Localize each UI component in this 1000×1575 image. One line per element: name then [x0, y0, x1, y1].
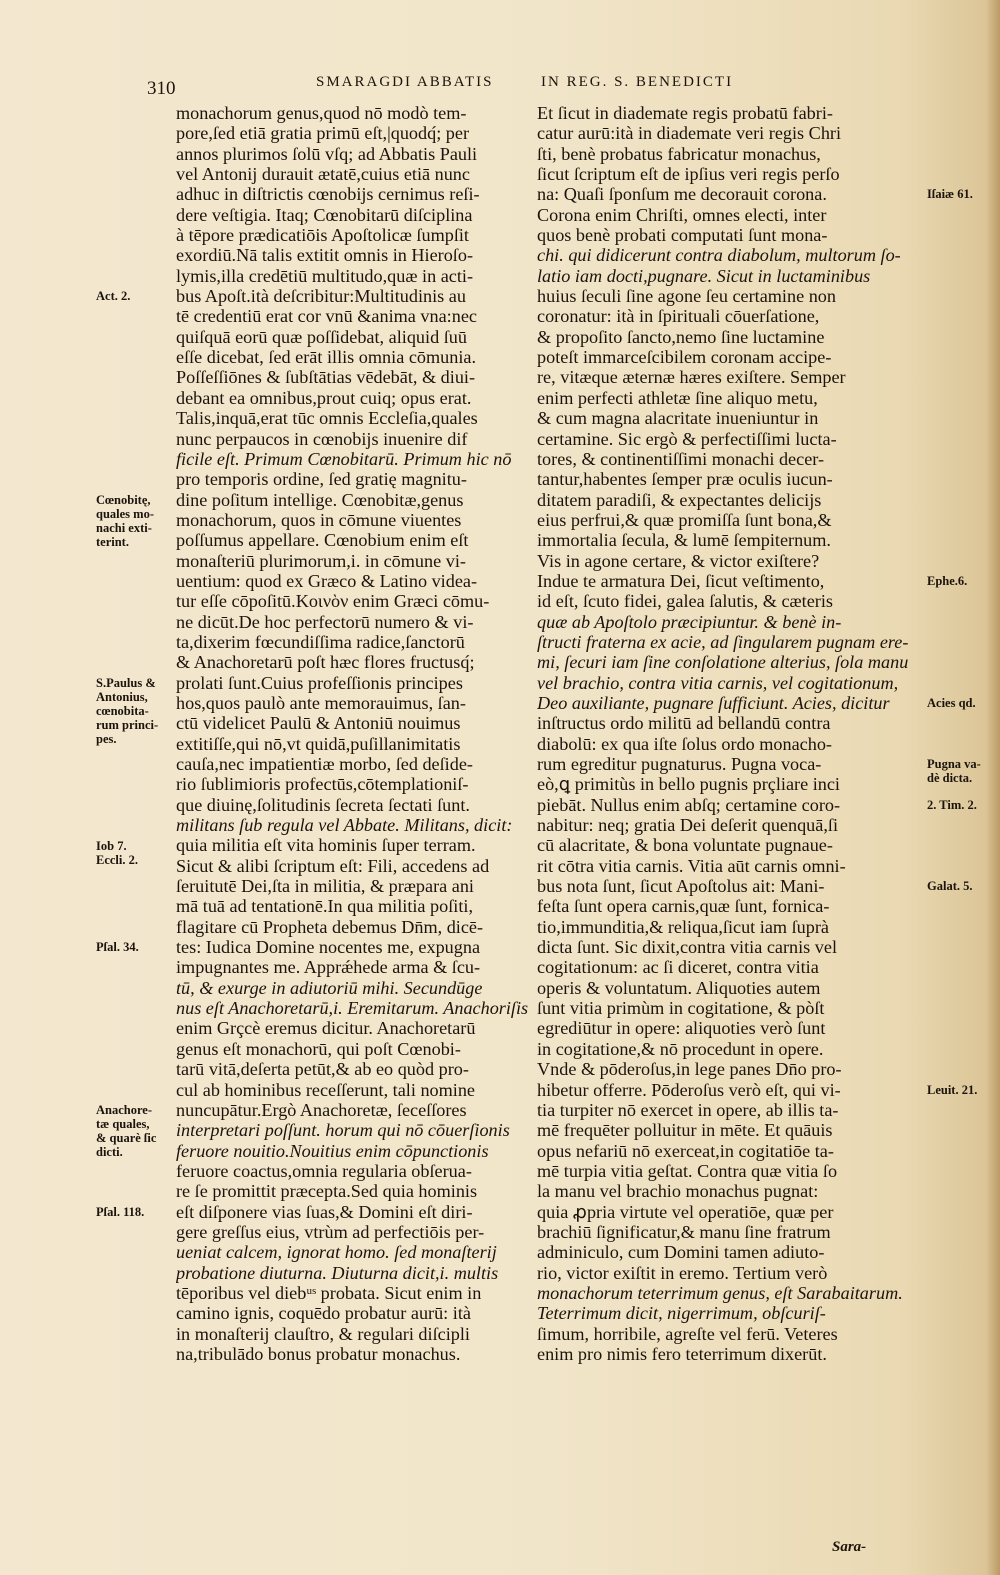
margin-note: Act. 2. [96, 289, 131, 304]
text-line: annos plurimos ſolū vſq; ad Abbatis Pauli [176, 143, 478, 164]
text-line: operis & voluntatum. Aliquoties autem [537, 977, 821, 998]
text-line: catur aurū:ità in diademate veri regis Chri [537, 123, 842, 144]
text-line: probatione diuturna. Diuturna dicit,i. multis [176, 1262, 499, 1283]
margin-note: 2. Tim. 2. [927, 797, 977, 812]
text-line: mi, ſecuri iam ſine conſolatione alterius, ſola manu [537, 652, 909, 673]
text-line: chi. qui didicerunt contra diabolum, multorum ſo- [537, 245, 901, 266]
page-number: 310 [147, 78, 176, 99]
text-line: rit cōtra vitia carnis. Vitia aūt carnis omni- [537, 855, 846, 876]
text-line: coronatur: ità in ſpirituali cōuerſatione, [537, 306, 820, 327]
margin-note: Pſal. 34. [96, 940, 139, 955]
text-line: enim Grçcè eremus dicitur. Anachoretarū [176, 1018, 476, 1039]
text-line: ſicut ſcriptum eſt de ipſius veri regis perſo [537, 164, 840, 185]
text-line: camino ignis, coquēdo probatur aurū: ità [176, 1303, 471, 1324]
text-line: hibetur offerre. Pōderoſus verò eſt, qui vi- [537, 1079, 841, 1100]
text-line: quos benè probati computati ſunt mona- [537, 225, 828, 246]
text-line: ditatem paradiſi, & expectantes delicijs [537, 489, 822, 510]
left-text-column [176, 103, 530, 1364]
text-line: & cum magna alacritate inueniuntur in [537, 408, 819, 429]
text-line: tio,immunditia,& reliqua,ſicut iam ſuprà [537, 916, 829, 937]
text-line: tū, & exurge in adiutoriū mihi. Secundūge [176, 977, 483, 998]
text-line: mē frequēter polluitur in mēte. Et quāuis [537, 1120, 833, 1141]
text-line: Deo auxiliante, pugnare ſufficiunt. Acies, dicitur [537, 692, 890, 713]
text-line: inſtructus ordo militū ad bellandū contra [537, 713, 831, 734]
text-line: bus nota ſunt, ſicut Apoſtolus ait: Mani- [537, 876, 825, 897]
text-line: Et ſicut in diademate regis probatū fabri- [537, 103, 833, 123]
text-line: ta,dixerim fœcundiſſima radice,ſanctorū [176, 631, 465, 652]
margin-note: Pſal. 118. [96, 1204, 145, 1219]
text-line: Indue te armatura Dei, ſicut veſtimento, [537, 570, 825, 591]
text-line: Teterrimum dicit, nigerrimum, obſcuriſ- [537, 1303, 826, 1324]
text-line: militans ſub regula vel Abbate. Militans, dicit: [176, 815, 513, 836]
text-line: nabitur: neq; gratia Dei deſerit quenquā,ſi [537, 815, 838, 836]
text-line: & Anachoretarū poſt hæc flores fructusq́; [176, 652, 475, 673]
text-line: monachorum, quos in cōmune viuentes [176, 509, 462, 530]
text-line: ficile eſt. Primum Cœnobitarū. Primum hic nō [176, 448, 512, 469]
text-line: ſunt vitia primùm in cogitatione, & pòſt [537, 998, 825, 1019]
text-line: debant ea omnibus,prout cuiq; opus erat. [176, 387, 472, 408]
text-line: rio, victor exiſtit in eremo. Tertium verò [537, 1262, 828, 1283]
text-line: flagitare cū Propheta debemus Dn̄m, dicē- [176, 916, 484, 937]
text-line: extitiſſe,qui nō,vt quidā,puſillanimitatis [176, 733, 461, 754]
running-head-right: IN REG. S. BENEDICTI [541, 74, 734, 90]
text-line: cogitationum: ac ſi diceret, contra vitia [537, 957, 819, 978]
text-line: Poſſeſſiōnes & ſubſtātias vēdebāt, & diui- [176, 367, 476, 388]
text-line: Talis,inquā,erat tūc omnis Eccleſia,quales [176, 408, 478, 429]
text-line: bus Apoſt.ità deſcribitur:Multitudinis au [176, 286, 466, 307]
text-line: mē turpia vitia geſtat. Contra quæ vitia ſo [537, 1160, 838, 1181]
text-line: tantur,habentes ſemper præ oculis iucun- [537, 469, 833, 490]
text-line: piebāt. Nullus enim abſq; certamine coro- [537, 794, 841, 815]
text-line: rum egreditur pugnaturus. Pugna voca- [537, 754, 822, 774]
text-line: monaſteriū plurimorum,i. in cōmune vi- [176, 550, 466, 571]
text-line: feruore coactus,omnia regularia obſerua- [176, 1160, 472, 1181]
text-line: dine poſitum intellige. Cœnobitæ,genus [176, 489, 464, 510]
text-line: enim perfecti athletæ ſine aliquo metu, [537, 387, 818, 408]
text-line: lymis,illa credētiū multitudo,quæ in acti- [176, 265, 474, 286]
text-line: interpretari poſſunt. horum qui nō cōuerſionis [176, 1120, 510, 1141]
text-line: que diuinę,ſolitudinis ſecreta ſectati ſunt. [176, 794, 470, 815]
text-line: tur eſſe cōpoſitū.Κοινὸν enim Græci cōmu- [176, 591, 490, 612]
text-line: poſſumus appellare. Cœnobium enim eſt [176, 530, 469, 551]
text-line: pro temporis ordine, ſed gratię magnitu- [176, 469, 467, 490]
text-line: impugnantes me. Apprǽhede arma & ſcu- [176, 957, 481, 978]
text-line: enim pro nimis fero teterrimum dixerūt. [537, 1343, 827, 1364]
text-line: immortalia ſecula, & lumē ſempiternum. [537, 530, 831, 551]
text-line: ueniat calcem, ignorat homo. ſed monaſterij [176, 1242, 497, 1263]
text-line: eius perfrui,& quæ promiſſa ſunt bona,& [537, 509, 832, 530]
text-line: prolati ſunt.Cuius profeſſionis principes [176, 672, 463, 693]
text-line: vel Antonij durauit ætatē,cuius etiā nunc [176, 164, 470, 185]
text-line: Vis in agone certare, & victor exiſtere? [537, 550, 820, 571]
margin-note: Pugna va- dè dicta. [927, 757, 981, 786]
text-line: dicta ſunt. Sic dixit,contra vitia carnis vel [537, 937, 838, 958]
text-line: quæ ab Apoſtolo præcipiuntur. & benè in- [537, 611, 842, 632]
text-line: ne dicūt.De hoc perfectorū numero & vi- [176, 611, 474, 632]
catchword: Sara- [832, 1539, 867, 1555]
text-line: mā tuā ad tentationē.In qua militia poſiti, [176, 896, 473, 917]
text-line: brachiū ſignificatur,& manu ſine fratrum [537, 1221, 831, 1242]
text-line: opus nefariū nō exerceat,in cogitatiōe ta- [537, 1140, 834, 1161]
text-line: eſt diſponere vias ſuas,& Domini eſt diri- [176, 1201, 473, 1222]
text-line: nunc perpaucos in cœnobijs inuenire dif [176, 428, 468, 449]
text-line: ſimum, horribile, agreſte vel ferū. Veteres [537, 1323, 838, 1344]
text-line: ſti, benè probatus fabricatur monachus, [537, 143, 821, 164]
margin-note: Anachore- tæ quales, & quarè ſic dicti. [96, 1103, 157, 1160]
text-line: cauſa,nec impatientiæ morbo, ſed deſide- [176, 754, 473, 774]
text-line: cū alacritate, & bona voluntate pugnaue- [537, 835, 833, 856]
text-line: certamine. Sic ergò & perfectiſſimi lucta- [537, 428, 837, 449]
margin-note: Ephe.6. [927, 574, 968, 589]
text-line: diabolū: ex qua iſte ſolus ordo monacho- [537, 733, 832, 754]
text-line: tes: Iudica Domine nocentes me, expugna [176, 937, 481, 958]
text-line: na,tribulādo bonus probatur monachus. [176, 1343, 461, 1364]
text-line: adminiculo, cum Domini tamen adiuto- [537, 1242, 825, 1263]
text-line: tores, & continentiſſimi monachi decer- [537, 448, 825, 469]
text-line: genus eſt monachorū, qui poſt Cœnobi- [176, 1038, 461, 1059]
text-line: rio ſublimioris profectūs,cōtemplationiſ- [176, 774, 469, 795]
text-line: re ſe promittit præcepta.Sed quia hominis [176, 1181, 478, 1202]
margin-note: Cœnobitę, quales mo- nachi exti- terint. [96, 492, 154, 549]
text-line: Corona enim Chriſti, omnes electi, inter [537, 204, 827, 225]
margin-note: Acies qd. [927, 696, 976, 711]
text-line: dere veſtigia. Itaq; Cœnobitarū diſciplina [176, 204, 473, 225]
margin-note: Leuit. 21. [927, 1082, 978, 1097]
text-line: tia turpiter nō exercet in opere, ab illis ta- [537, 1099, 839, 1120]
right-text-column [537, 103, 930, 1364]
text-line: la manu vel brachio monachus pugnat: [537, 1181, 819, 1202]
text-line: feſta ſunt opera carnis,quæ ſunt, fornica- [537, 896, 830, 917]
text-line: quiſquā eorū quæ poſſidebat, aliquid ſuū [176, 326, 467, 347]
text-line: tē credentiū erat cor vnū &anima vna:nec [176, 306, 477, 327]
text-line: hos,quos paulò ante memorauimus, ſan- [176, 692, 466, 713]
text-line: quia ꝓpria virtute vel operatiōe, quæ per [537, 1201, 834, 1222]
text-line: na: Quaſi ſponſum me decorauit corona. [537, 184, 827, 205]
text-line: & propoſito ſancto,nemo ſine luctamine [537, 326, 825, 347]
text-line: uentium: quod ex Græco & Latino videa- [176, 570, 478, 591]
text-line: adhuc in diſtrictis cœnobijs cernimus reſi- [176, 184, 480, 205]
margin-note: Iob 7. Eccli. 2. [96, 838, 139, 867]
text-line: ctū videlicet Paulū & Antoniū nouimus [176, 713, 461, 734]
margin-note: Iſaiæ 61. [927, 187, 973, 202]
text-line: cul ab hominibus receſſerunt, tali nomine [176, 1079, 476, 1100]
page-edge-shadow [986, 0, 1000, 1575]
text-line: re, vitæque æternæ hæres exiſtere. Semper [537, 367, 846, 388]
text-line: eò,ꝗ primitùs in bello pugnis prçliare inci [537, 774, 840, 795]
text-line: nus eſt Anachoretarū,i. Eremitarum. Anachoriſis [176, 998, 529, 1019]
text-line: exordiū.Nā talis extitit omnis in Hieroſo- [176, 245, 474, 266]
text-line: gere greſſus eius, vtrùm ad perfectiōis per- [176, 1221, 485, 1242]
text-line: in monaſterij clauſtro, & regulari diſcipli [176, 1323, 470, 1344]
text-line: ſeruitutē Dei,ſta in militia, & præpara ani [176, 876, 474, 897]
text-line: monachorum genus,quod nō modò tem- [176, 103, 467, 123]
text-line: à tēpore prædicatiōis Apoſtolicæ ſumpſit [176, 225, 469, 246]
text-line: monachorum teterrimum genus, eſt Sarabaitarum. [537, 1282, 903, 1303]
text-line: feruore nouitio.Nouitius enim cōpunctionis [176, 1140, 489, 1161]
text-line: huius ſeculi ſine agone ſeu certamine non [537, 286, 836, 307]
margin-note: S.Paulus & Antonius, cœnobita- rum princi- pes. [96, 675, 159, 746]
text-line: vel brachio, contra vitia carnis, vel cogitationum, [537, 672, 899, 693]
text-line: Vnde & pōderoſus,in lege panes Dn̄o pro- [537, 1059, 842, 1080]
text-line: egrediūtur in opere: aliquoties verò ſunt [537, 1018, 826, 1039]
text-line: tarū vitā,deſerta petūt,& ab eo quòd pro- [176, 1059, 469, 1080]
text-line: nuncupātur.Ergò Anachoretæ, ſeceſſores [176, 1099, 467, 1120]
running-head-left: SMARAGDI ABBATIS [316, 74, 494, 90]
text-line: in cogitatione,& nō procedunt in opere. [537, 1038, 824, 1059]
margin-note: Galat. 5. [927, 879, 973, 894]
text-line: eſſe dicebat, ſed erāt illis omnia cōmunia. [176, 347, 476, 368]
text-line: tēporibus vel diebᵘˢ probata. Sicut enim in [176, 1282, 482, 1303]
text-line: pore,ſed etiā gratia primū eſt,|quodq́; per [176, 123, 470, 144]
text-line: quia militia eſt vita hominis ſuper terram. [176, 835, 476, 856]
text-line: Sicut & alibi ſcriptum eſt: Fili, accedens ad [176, 855, 490, 876]
text-line: id eſt, ſcuto fidei, galea ſalutis, & cæteris [537, 591, 833, 612]
text-line: latio iam docti,pugnare. Sicut in luctaminibus [537, 265, 871, 286]
text-line: poteſt immarceſcibilem coronam accipe- [537, 347, 832, 368]
text-line: ſtructi fraterna ex acie, ad ſingularem pugnam ere- [537, 631, 909, 652]
